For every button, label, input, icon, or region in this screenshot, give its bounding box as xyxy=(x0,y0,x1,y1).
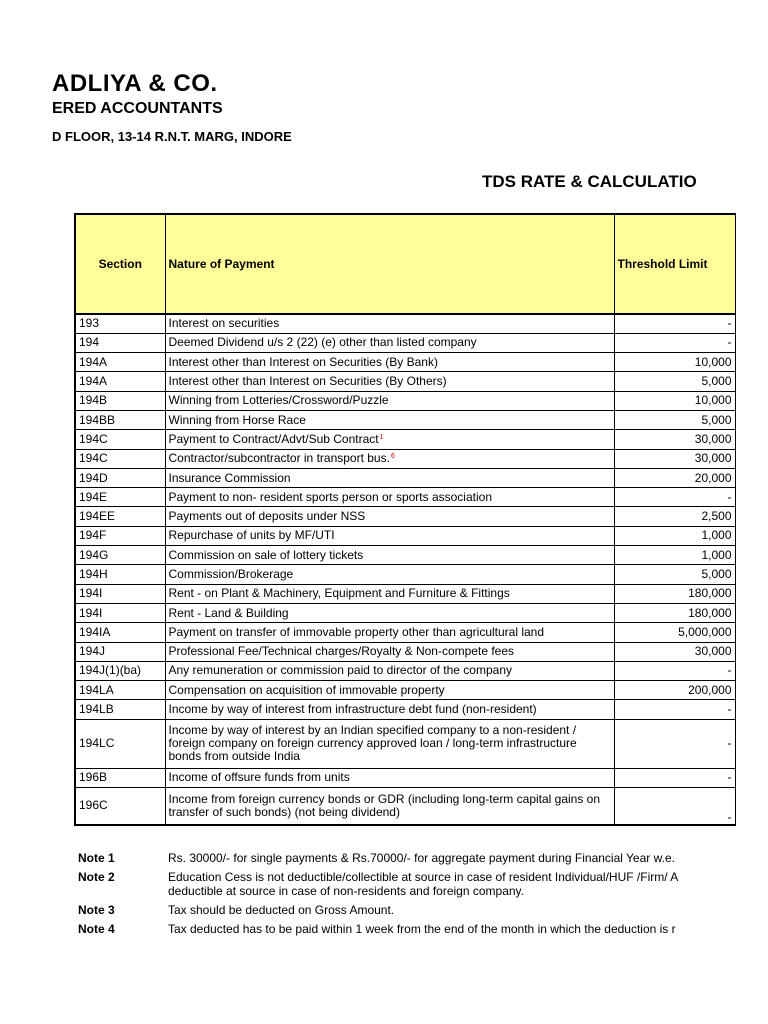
notes-section xyxy=(78,851,698,941)
table-row xyxy=(75,768,735,787)
nature-text: Any remuneration or commission paid to director of the company xyxy=(168,663,512,678)
cell-threshold-limit: 5,000 xyxy=(614,410,735,429)
nature-text: Commission/Brokerage xyxy=(168,567,294,581)
nature-text: Interest other than Interest on Securities (By Bank) xyxy=(168,354,438,369)
cell-threshold-limit: 5,000 xyxy=(614,372,735,391)
cell-section: 194A xyxy=(75,353,165,372)
cell-section: 194EE xyxy=(75,507,165,526)
note-label: Note 2 xyxy=(78,870,115,884)
note-item xyxy=(78,903,698,917)
cell-nature-of-payment xyxy=(165,546,614,565)
table-row xyxy=(75,391,735,410)
table-row xyxy=(75,314,735,333)
nature-text: Contractor/subcontractor in transport bus. xyxy=(168,451,390,466)
note-label: Note 4 xyxy=(78,922,115,936)
table-row xyxy=(75,788,735,825)
cell-threshold-limit: 30,000 xyxy=(614,642,735,661)
nature-text: Income by way of interest by an Indian specified company to a non-resident / foreign company on foreign currency approved loan / long-term infrastructure bonds from outside India xyxy=(168,723,577,764)
nature-text: Income from foreign currency bonds or GDR (including long-term capital gains on transfer of such bonds) (not being dividend) xyxy=(168,791,601,819)
cell-nature-of-payment xyxy=(165,768,614,787)
nature-text: Rent - on Plant & Machinery, Equipment and Furniture & Fittings xyxy=(168,586,510,601)
table-row xyxy=(75,353,735,372)
nature-text: Interest other than Interest on Securities (By Others) xyxy=(168,374,447,389)
firm-name: ADLIYA & CO. xyxy=(52,70,218,97)
cell-nature-of-payment xyxy=(165,642,614,661)
table-row xyxy=(75,623,735,642)
note-item xyxy=(78,922,698,936)
cell-threshold-limit: 200,000 xyxy=(614,681,735,700)
table-row xyxy=(75,603,735,622)
tds-table-viewport xyxy=(74,213,732,830)
cell-section: 194I xyxy=(75,603,165,622)
table-row xyxy=(75,546,735,565)
cell-section: 194IA xyxy=(75,623,165,642)
table-row xyxy=(75,584,735,603)
cell-nature-of-payment xyxy=(165,314,614,333)
firm-subtitle: ERED ACCOUNTANTS xyxy=(52,100,223,117)
nature-text: Commission on sale of lottery tickets xyxy=(168,547,364,562)
cell-section: 194A xyxy=(75,372,165,391)
cell-threshold-limit: - xyxy=(614,488,735,507)
note-text: Tax should be deducted on Gross Amount. xyxy=(168,903,395,917)
footnote-marker: 1 xyxy=(379,433,384,441)
cell-nature-of-payment xyxy=(165,584,614,603)
cell-section: 194G xyxy=(75,546,165,565)
column-header-section: Section xyxy=(75,214,165,314)
cell-nature-of-payment xyxy=(165,681,614,700)
cell-nature-of-payment xyxy=(165,526,614,545)
nature-text: Interest on securities xyxy=(168,316,280,331)
cell-threshold-limit: - xyxy=(614,768,735,787)
cell-threshold-limit: - xyxy=(614,661,735,680)
cell-section: 194 xyxy=(75,333,165,352)
cell-section: 193 xyxy=(75,314,165,333)
table-row xyxy=(75,526,735,545)
cell-threshold-limit: - xyxy=(614,314,735,333)
cell-section: 194B xyxy=(75,391,165,410)
table-row xyxy=(75,642,735,661)
footnote-marker: 6 xyxy=(390,453,395,461)
cell-section: 194LC xyxy=(75,719,165,768)
cell-nature-of-payment xyxy=(165,719,614,768)
nature-text: Rent - Land & Building xyxy=(168,605,289,620)
column-header-nature: Nature of Payment xyxy=(165,214,614,314)
note-label: Note 3 xyxy=(78,903,115,917)
table-header-row xyxy=(75,214,735,314)
cell-threshold-limit: 5,000 xyxy=(614,565,735,584)
table-row xyxy=(75,410,735,429)
cell-section: 194I xyxy=(75,584,165,603)
cell-section: 194LA xyxy=(75,681,165,700)
nature-text: Income by way of interest from infrastructure debt fund (non-resident) xyxy=(168,702,537,717)
cell-nature-of-payment xyxy=(165,391,614,410)
cell-nature-of-payment xyxy=(165,661,614,680)
cell-section: 194C xyxy=(75,430,165,449)
table-row xyxy=(75,681,735,700)
cell-threshold-limit: 20,000 xyxy=(614,468,735,487)
table-row xyxy=(75,333,735,352)
cell-threshold-limit: - xyxy=(614,719,735,768)
cell-nature-of-payment xyxy=(165,372,614,391)
cell-section: 194E xyxy=(75,488,165,507)
note-item xyxy=(78,851,698,865)
cell-nature-of-payment xyxy=(165,700,614,719)
note-text: Education Cess is not deductible/collectible at source in case of resident Individual/HUF /Firm/ A deductible at source in case of non-residents and foreign company. xyxy=(168,870,679,898)
cell-section: 194J(1)(ba) xyxy=(75,661,165,680)
cell-nature-of-payment xyxy=(165,603,614,622)
tds-rate-table xyxy=(74,213,736,826)
nature-text: Winning from Horse Race xyxy=(168,412,306,427)
table-row xyxy=(75,449,735,468)
table-row xyxy=(75,430,735,449)
note-item xyxy=(78,870,698,898)
cell-section: 194J xyxy=(75,642,165,661)
cell-nature-of-payment xyxy=(165,353,614,372)
table-row xyxy=(75,700,735,719)
cell-threshold-limit: 30,000 xyxy=(614,430,735,449)
nature-text: Payments out of deposits under NSS xyxy=(168,509,366,524)
nature-text: Winning from Lotteries/Crossword/Puzzle xyxy=(168,393,389,408)
cell-section: 194LB xyxy=(75,700,165,719)
table-row xyxy=(75,488,735,507)
nature-text: Deemed Dividend u/s 2 (22) (e) other than listed company xyxy=(168,335,477,350)
cell-nature-of-payment xyxy=(165,410,614,429)
cell-nature-of-payment xyxy=(165,507,614,526)
nature-text: Payment on transfer of immovable property other than agricultural land xyxy=(168,624,545,639)
cell-threshold-limit: - xyxy=(614,333,735,352)
cell-threshold-limit: 10,000 xyxy=(614,391,735,410)
table-row xyxy=(75,661,735,680)
cell-section: 194H xyxy=(75,565,165,584)
cell-section: 194C xyxy=(75,449,165,468)
cell-nature-of-payment xyxy=(165,565,614,584)
cell-section: 194D xyxy=(75,468,165,487)
note-text: Tax deducted has to be paid within 1 week from the end of the month in which the deduction is r xyxy=(168,922,676,936)
table-row xyxy=(75,507,735,526)
cell-nature-of-payment xyxy=(165,333,614,352)
table-row xyxy=(75,719,735,768)
cell-nature-of-payment xyxy=(165,488,614,507)
table-row xyxy=(75,372,735,391)
nature-text: Payment to Contract/Advt/Sub Contract xyxy=(168,431,379,446)
document-title: TDS RATE & CALCULATIO xyxy=(482,172,697,191)
cell-section: 194BB xyxy=(75,410,165,429)
nature-text: Professional Fee/Technical charges/Royalty & Non-compete fees xyxy=(168,644,515,659)
nature-text: Payment to non- resident sports person or sports association xyxy=(168,489,492,504)
note-text: Rs. 30000/- for single payments & Rs.70000/- for aggregate payment during Financial Year w.e. xyxy=(168,851,675,865)
nature-text: Compensation on acquisition of immovable property xyxy=(168,682,445,697)
cell-threshold-limit: 180,000 xyxy=(614,603,735,622)
table-row xyxy=(75,468,735,487)
column-header-threshold: Threshold Limit xyxy=(614,214,735,314)
cell-threshold-limit: 1,000 xyxy=(614,546,735,565)
cell-threshold-limit: 180,000 xyxy=(614,584,735,603)
cell-nature-of-payment xyxy=(165,468,614,487)
cell-nature-of-payment xyxy=(165,430,614,449)
cell-nature-of-payment xyxy=(165,623,614,642)
cell-threshold-limit: 2,500 xyxy=(614,507,735,526)
cell-threshold-limit: 5,000,000 xyxy=(614,623,735,642)
table-body xyxy=(75,314,735,825)
cell-section: 196B xyxy=(75,768,165,787)
table-row xyxy=(75,565,735,584)
cell-threshold-limit: 10,000 xyxy=(614,353,735,372)
cell-threshold-limit: - xyxy=(614,700,735,719)
cell-threshold-limit: - xyxy=(614,788,735,825)
cell-nature-of-payment xyxy=(165,788,614,825)
firm-address: D FLOOR, 13-14 R.N.T. MARG, INDORE xyxy=(52,129,292,144)
cell-threshold-limit: 30,000 xyxy=(614,449,735,468)
cell-nature-of-payment xyxy=(165,449,614,468)
cell-section: 196C xyxy=(75,788,165,825)
cell-section: 194F xyxy=(75,526,165,545)
cell-threshold-limit: 1,000 xyxy=(614,526,735,545)
nature-text: Insurance Commission xyxy=(168,470,291,485)
note-label: Note 1 xyxy=(78,851,115,865)
nature-text: Repurchase of units by MF/UTI xyxy=(168,528,335,543)
nature-text: Income of offsure funds from units xyxy=(168,770,350,785)
